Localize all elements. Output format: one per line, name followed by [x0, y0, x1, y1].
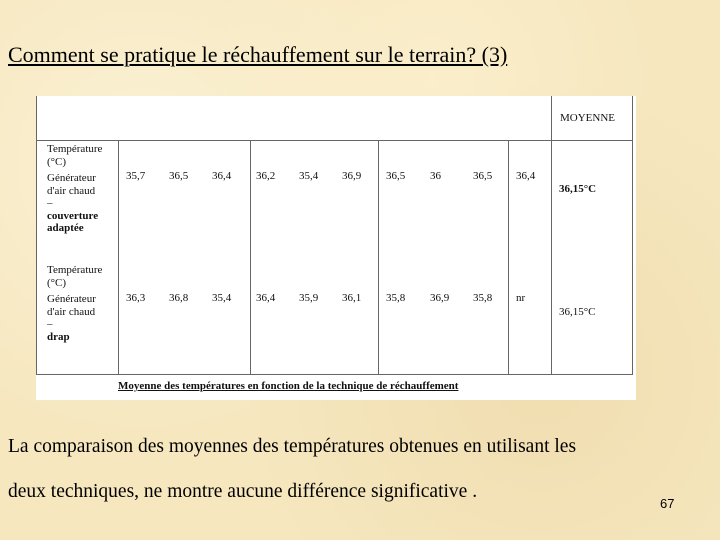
table-caption: Moyenne des températures en fonction de la technique de réchauffement: [118, 380, 459, 392]
paragraph-line-1: La comparaison des moyennes des températures obtenues en utilisant les: [8, 436, 577, 457]
row2-value: 36,9: [430, 292, 450, 304]
row1-label-line: Température: [47, 143, 103, 155]
row1-value: 35,7: [126, 170, 146, 182]
row2-moyenne: 36,15°C: [559, 306, 596, 318]
row1-value: 36,5: [386, 170, 406, 182]
slide-title: Comment se pratique le réchauffement sur le terrain? (3): [8, 42, 508, 67]
row1-label-line: adaptée: [47, 222, 84, 234]
row2-value: 36,1: [342, 292, 362, 304]
row1-label: [47, 143, 102, 235]
table-divider: [551, 96, 552, 374]
row2-label-line: Température: [47, 264, 103, 276]
row1-moyenne: 36,15°C: [559, 183, 597, 195]
row1-label-line: couverture: [47, 209, 99, 222]
row1-value: 36,9: [342, 170, 362, 182]
row1-value: 36: [430, 170, 441, 182]
row1-value: 35,4: [299, 170, 319, 182]
row2-label-line: d'air chaud: [47, 305, 96, 318]
row1-value: 36,4: [516, 170, 536, 182]
page-number: 67: [660, 496, 675, 511]
row2-value: 36,4: [256, 292, 276, 304]
header-moyenne: MOYENNE: [560, 112, 615, 124]
table-border-left: [36, 96, 37, 374]
table-divider: [118, 140, 119, 374]
row2-label-line: Générateur: [47, 293, 96, 305]
table-bottom-line: [36, 374, 633, 375]
paragraph-line-2: deux techniques, ne montre aucune différence significative .: [8, 481, 478, 502]
row2-label-line: drap: [47, 330, 70, 343]
row2-label-line: (°C): [47, 276, 67, 289]
row2-value: 36,8: [169, 292, 189, 304]
table-divider: [250, 140, 251, 374]
row1-value: 36,5: [169, 170, 189, 182]
row1-value: 36,4: [212, 170, 232, 182]
table-divider: [508, 140, 509, 374]
row2-label-line: –: [47, 318, 53, 330]
table-divider: [378, 140, 379, 374]
row2-value: 35,4: [212, 292, 232, 304]
temperature-table-image: [36, 96, 636, 400]
row1-label-line: d'air chaud: [47, 184, 96, 197]
row1-value: 36,5: [473, 170, 493, 182]
row1-label-line: –: [47, 197, 53, 209]
row1-label-line: Générateur: [47, 172, 96, 184]
row1-value: 36,2: [256, 170, 276, 182]
row1-label-line: (°C): [47, 155, 67, 168]
row2-value: nr: [516, 292, 526, 304]
row2-value: 36,3: [126, 292, 146, 304]
row2-label: [47, 264, 102, 343]
table-header-line: [36, 140, 633, 141]
row2-value: 35,8: [386, 292, 406, 304]
row2-value: 35,8: [473, 292, 493, 304]
row2-value: 35,9: [299, 292, 319, 304]
table-border-right: [632, 96, 633, 374]
